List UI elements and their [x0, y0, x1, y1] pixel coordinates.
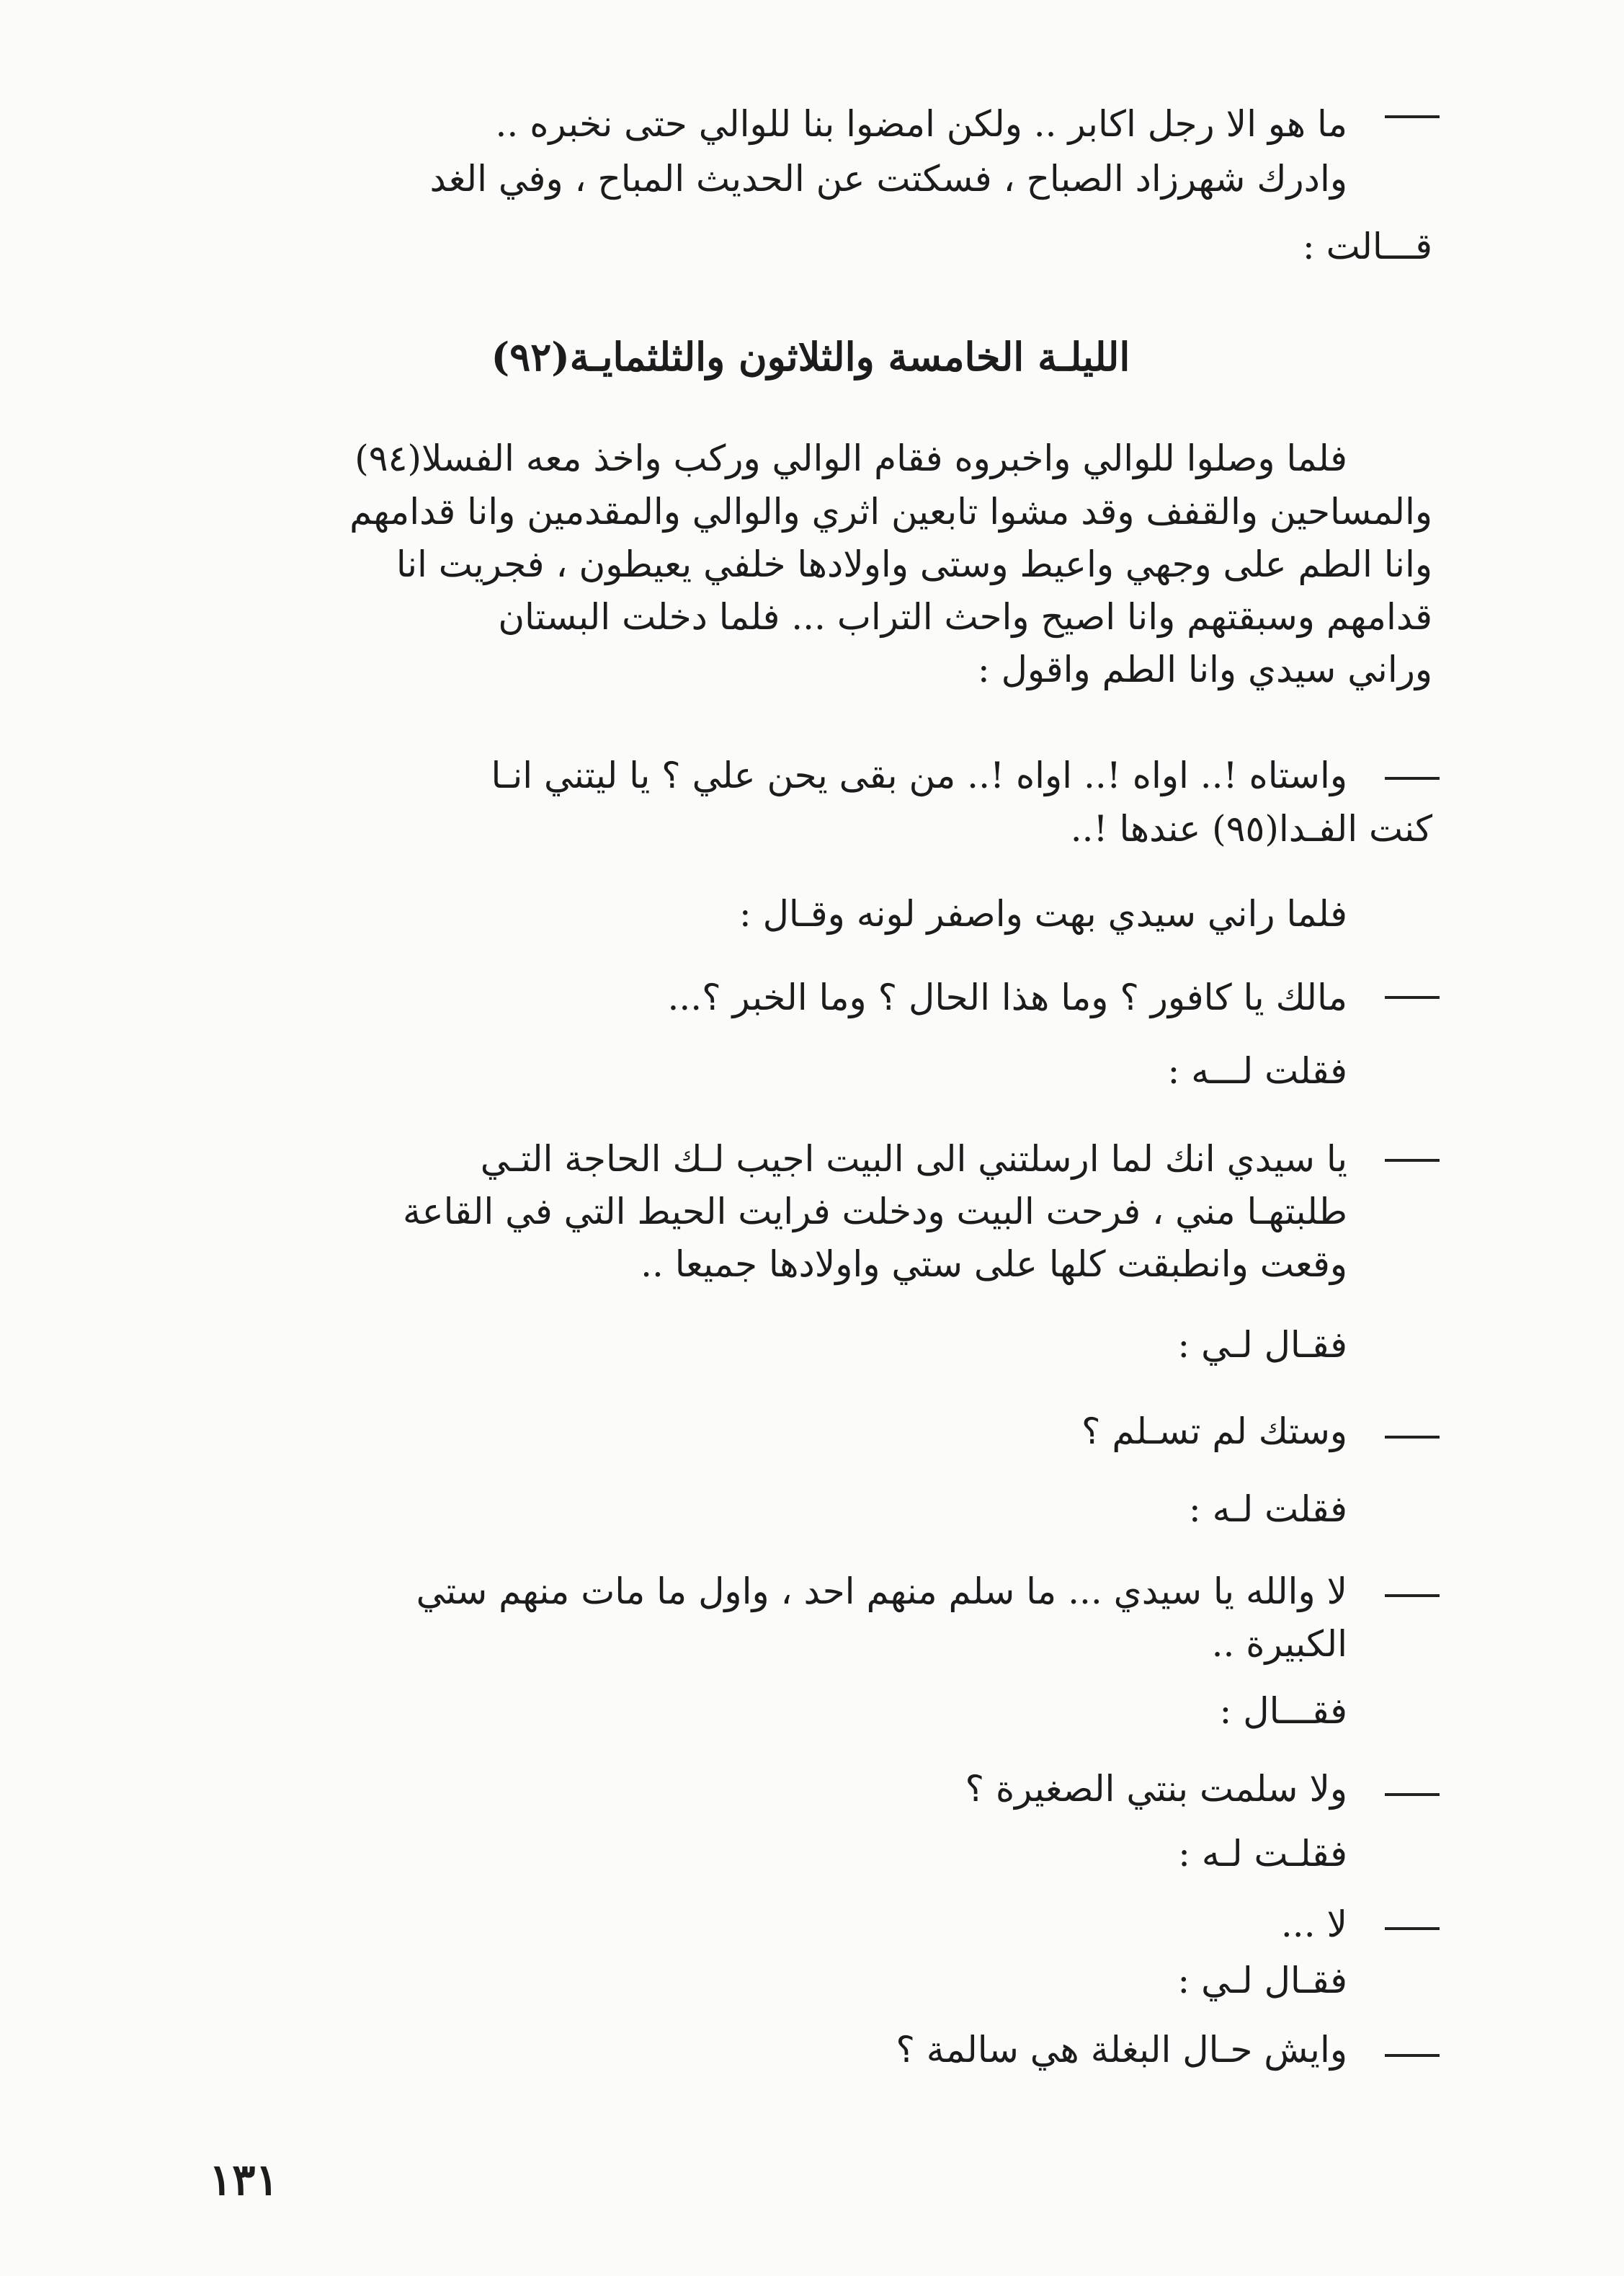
text-line: فقـال لـي : [1177, 1324, 1347, 1366]
dialogue-line [195, 750, 1347, 802]
text-line: لا والله يا سيدي ... ما سلم منهم احد ، واول ما مات منهم ستي [416, 1570, 1347, 1612]
dialogue-line [195, 1133, 1347, 1291]
narration-paragraph [195, 153, 1347, 205]
dialogue-dash [1385, 1436, 1440, 1439]
text-line: قـــالت : [1302, 226, 1432, 267]
narration-line [195, 221, 1432, 273]
text-line: وقعت وانطبقت كلها على ستي واولادها جميعا .. [641, 1243, 1347, 1285]
narration-line [195, 1955, 1347, 2007]
narration-paragraph [195, 486, 1432, 696]
text-line: فلما راني سيدي بهت واصفر لونه وقـال : [739, 893, 1347, 935]
dialogue-dash [1385, 996, 1440, 999]
dialogue-line [195, 1898, 1347, 1951]
narration-line [195, 1319, 1347, 1372]
dialogue-line [195, 1763, 1347, 1815]
dialogue-dash [1385, 1793, 1440, 1796]
dialogue-dash [1385, 115, 1440, 118]
text-line: والمساحين والقفف وقد مشوا تابعين اثري والوالي والمقدمين وانا قدامهم [349, 491, 1432, 533]
text-line: ما هو الا رجل اكابر .. ولكن امضوا بنا للوالي حتى نخبره .. [495, 103, 1347, 145]
text-line: فقلت لـه : [1188, 1488, 1347, 1530]
dialogue-dash [1385, 2054, 1440, 2057]
dialogue-dash [1385, 1927, 1440, 1930]
dialogue-line [195, 803, 1432, 855]
text-line: فقلت لـــه : [1167, 1050, 1347, 1092]
narration-paragraph [195, 432, 1347, 485]
text-line: فقلـت لـه : [1178, 1833, 1347, 1875]
text-line: مالك يا كافور ؟ وما هذا الحال ؟ وما الخبر ؟... [667, 977, 1347, 1018]
dialogue-dash [1385, 1159, 1440, 1162]
text-line: ولا سلمت بنتي الصغيرة ؟ [965, 1768, 1347, 1810]
text-line: وايش حـال البغلة هي سالمة ؟ [896, 2029, 1347, 2071]
text-line: وراني سيدي وانا الطم واقول : [977, 649, 1432, 690]
text-line: قدامهم وسبقتهم وانا اصيح واحث التراب ... فلما دخلت البستان [498, 596, 1432, 638]
narration-line [195, 1828, 1347, 1880]
page-number: ١٣١ [209, 2155, 279, 2205]
text-line: الكبيرة .. [1211, 1623, 1347, 1665]
narration-line [195, 1483, 1347, 1536]
dialogue-line [195, 98, 1347, 151]
dialogue-line [195, 2024, 1347, 2076]
text-line: فقـال لـي : [1177, 1960, 1347, 2001]
text-line: فقـــال : [1219, 1690, 1347, 1732]
text-line: واستاه !.. اواه !.. اواه !.. من بقى يحن علي ؟ يا ليتني انـا [491, 755, 1347, 796]
text-line: وانا الطم على وجهي واعيط وستى واولادها خلفي يعيطون ، فجريت انا [396, 543, 1432, 585]
text-line: طلبتهـا مني ، فرحت البيت ودخلت فرايت الحيط التي في القاعة [402, 1191, 1347, 1232]
dialogue-line [195, 1565, 1347, 1671]
text-line: وستك لم تسـلم ؟ [1081, 1410, 1347, 1452]
text-line: وادرك شهرزاد الصباح ، فسكتت عن الحديث المباح ، وفي الغد [429, 158, 1347, 200]
dialogue-line [195, 972, 1347, 1024]
narration-line [195, 1045, 1347, 1098]
dialogue-line [195, 1405, 1347, 1458]
text-line: فلما وصلوا للوالي واخبروه فقام الوالي وركب واخذ معه الفسلا(٩٤) [354, 437, 1347, 479]
dialogue-dash [1385, 777, 1440, 780]
narration-line [195, 1685, 1347, 1738]
narration-line [195, 888, 1347, 941]
text-line: كنت الفـدا(٩٥) عندها !.. [1070, 808, 1432, 850]
text-line: لا ... [1280, 1903, 1347, 1945]
text-line: يا سيدي انك لما ارسلتني الى البيت اجيب لـك الحاجة التـي [480, 1138, 1347, 1180]
dialogue-dash [1385, 1594, 1440, 1597]
chapter-heading: الليلـة الخامسة والثلاثون والثلثمايـة(٩٢) [491, 334, 1130, 380]
